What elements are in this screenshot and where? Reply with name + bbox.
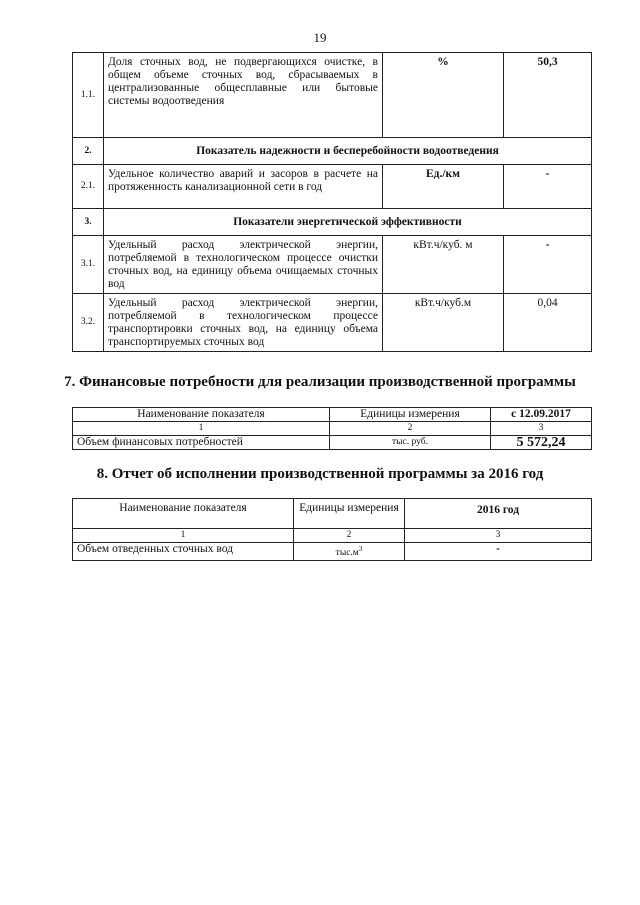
col-number: 2 [330, 422, 491, 436]
col-number: 3 [405, 529, 592, 543]
table-header-row [73, 408, 592, 422]
header-date: с 12.09.2017 [491, 408, 592, 422]
section8-heading: 8. Отчет об исполнении производственной программы за 2016 год [96, 466, 544, 482]
table-row [73, 543, 592, 561]
header-unit: Единицы измерения [330, 408, 491, 422]
row-number: 2.1. [73, 165, 104, 209]
section7-heading: 7. Финансовые потребности для реализации производственной программы [64, 374, 576, 390]
indicator-name: Объем финансовых потребностей [73, 436, 330, 450]
financial-needs-table [72, 407, 592, 450]
row-number: 1.1. [73, 53, 104, 138]
indicator-name: Удельный расход электрической энергии, потребляемой в технологическом процессе транспортировки сточных вод, на единицу объема транспортируемых сточных вод [104, 294, 383, 352]
header-year: 2016 год [405, 499, 592, 529]
header-name: Наименование показателя [73, 499, 294, 529]
indicators-table [72, 52, 592, 352]
col-number: 1 [73, 422, 330, 436]
indicator-value: 5 572,24 [491, 436, 592, 450]
header-unit: Единицы измерения [294, 499, 405, 529]
row-number: 3.2. [73, 294, 104, 352]
section-number: 3. [73, 209, 104, 236]
section-title: Показатель надежности и бесперебойности водоотведения [104, 138, 592, 165]
header-name: Наименование показателя [73, 408, 330, 422]
indicator-name: Удельное количество аварий и засоров в расчете на протяженность канализационной сети в год [104, 165, 383, 209]
col-number: 1 [73, 529, 294, 543]
table-row [73, 53, 592, 138]
indicator-unit: Ед./км [383, 165, 504, 209]
col-number: 2 [294, 529, 405, 543]
section-row [73, 138, 592, 165]
table-row [73, 165, 592, 209]
indicator-value: 50,3 [504, 53, 592, 138]
unit-text: тыс.м [335, 548, 359, 559]
section-number: 2. [73, 138, 104, 165]
indicator-value: - [504, 236, 592, 294]
indicator-unit: кВт.ч/куб.м [383, 294, 504, 352]
table-row [73, 236, 592, 294]
program-report-table [72, 498, 592, 561]
row-number: 3.1. [73, 236, 104, 294]
indicator-unit: кВт.ч/куб. м [383, 236, 504, 294]
table-header-row [73, 499, 592, 529]
page-number: 19 [313, 30, 327, 45]
table-row [73, 436, 592, 450]
indicator-value: - [504, 165, 592, 209]
unit-superscript: 3 [358, 545, 363, 553]
column-number-row [73, 529, 592, 543]
col-number: 3 [491, 422, 592, 436]
section-title: Показатели энергетической эффективности [104, 209, 592, 236]
indicator-value: 0,04 [504, 294, 592, 352]
indicator-value: - [405, 543, 592, 561]
indicator-unit: % [383, 53, 504, 138]
section-row [73, 209, 592, 236]
indicator-name: Доля сточных вод, не подвергающихся очистке, в общем объеме сточных вод, сбрасываемых в централизованные общесплавные или бытовые системы водоотведения [104, 53, 383, 138]
indicator-name: Удельный расход электрической энергии, потребляемой в технологическом процессе очистки сточных вод, на единицу объема очищаемых сточных вод [104, 236, 383, 294]
indicator-name: Объем отведенных сточных вод [73, 543, 294, 561]
indicator-unit [294, 543, 405, 561]
table-row [73, 294, 592, 352]
indicator-unit: тыс. руб. [330, 436, 491, 450]
column-number-row [73, 422, 592, 436]
